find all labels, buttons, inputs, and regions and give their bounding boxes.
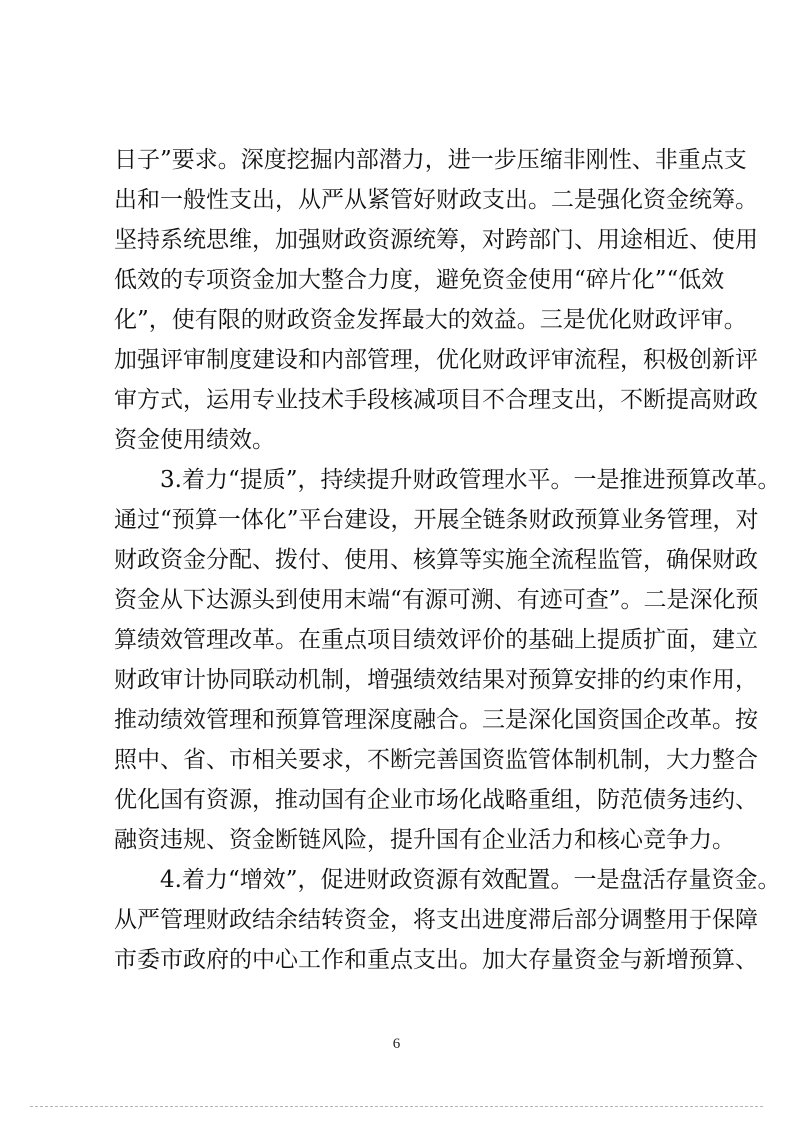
page-number: 6 [392,1036,401,1052]
text-line: 低 效 的 专 项 资 金 加 大 整 合 力 度 ， 避 免 资 金 使 用 “ 碎 片 化 ” “ 低 效 [114,267,725,293]
text-line: 市 委 市 政 府 的 中 心 工 作 和 重 点 支 出 。 加 大 存 量 资 金 与 新 增 预 算 、 [114,947,758,973]
text-line: 财 政 审 计 协 同 联 动 机 制 ， 增 强 绩 效 结 果 对 预 算 安 排 的 约 束 作 用 ， [114,667,758,693]
section-heading-line: 3 . 着 力 “ 提 质 ” ， 持 续 提 升 财 政 管 理 水 平 。 一 是 推 进 预 算 改 革 。 [160,467,781,493]
text-line: 算 绩 效 管 理 改 革 。 在 重 点 项 目 绩 效 评 价 的 基 础 上 提 质 扩 面 ， 建 立 [114,627,758,653]
text-line: 坚 持 系 统 思 维 ， 加 强 财 政 资 源 统 筹 ， 对 跨 部 门 、 用 途 相 近 、 使 用 [114,227,758,253]
scan-edge-divider [30,1106,763,1107]
text-line: 推 动 绩 效 管 理 和 预 算 管 理 深 度 融 合 。 三 是 深 化 国 资 国 企 改 革 。 按 [114,707,758,733]
section-heading-line: 4 . 着 力 “ 增 效 ” ， 促 进 财 政 资 源 有 效 配 置 。 一 是 盘 活 存 量 资 金 。 [160,867,781,893]
text-line: 化 ” ， 使 有 限 的 财 政 资 金 发 挥 最 大 的 效 益 。 三 是 优 化 财 政 评 审 。 [114,307,747,333]
text-line: 优 化 国 有 资 源 ， 推 动 国 有 企 业 市 场 化 战 略 重 组 ， 防 范 债 务 违 约 、 [114,787,758,813]
text-line: 日 子 ” 要 求 。 深 度 挖 掘 内 部 潜 力 ， 进 一 步 压 缩 非 刚 性 、 非 重 点 支 [114,147,747,173]
text-line: 审 方 式 ， 运 用 专 业 技 术 手 段 核 减 项 目 不 合 理 支 出 ， 不 断 提 高 财 政 [114,387,758,413]
text-line: 资 金 从 下 达 源 头 到 使 用 末 端 “ 有 源 可 溯 、 有 迹 可 查 ” 。 二 是 深 化 预 [114,587,759,613]
text-line: 融 资 违 规 、 资 金 断 链 风 险 ， 提 升 国 有 企 业 活 力 和 核 心 竞 争 力 。 [114,827,735,853]
text-line: 通 过 “ 预 算 一 体 化 ” 平 台 建 设 ， 开 展 全 链 条 财 政 预 算 业 务 管 理 ， 对 [114,507,759,533]
text-line: 出 和 一 般 性 支 出 ， 从 严 从 紧 管 好 财 政 支 出 。 二 是 强 化 资 金 统 筹 。 [114,187,758,213]
text-line: 从 严 管 理 财 政 结 余 结 转 资 金 ， 将 支 出 进 度 滞 后 部 分 调 整 用 于 保 障 [114,907,758,933]
text-line: 加 强 评 审 制 度 建 设 和 内 部 管 理 ， 优 化 财 政 评 审 流 程 ， 积 极 创 新 评 [114,347,758,373]
text-line: 财 政 资 金 分 配 、 拨 付 、 使 用 、 核 算 等 实 施 全 流 程 监 管 ， 确 保 财 政 [114,547,758,573]
text-line: 照 中 、 省 、 市 相 关 要 求 ， 不 断 完 善 国 资 监 管 体 制 机 制 ， 大 力 整 合 [114,747,758,773]
text-line: 资金使用绩效。 [114,427,275,453]
